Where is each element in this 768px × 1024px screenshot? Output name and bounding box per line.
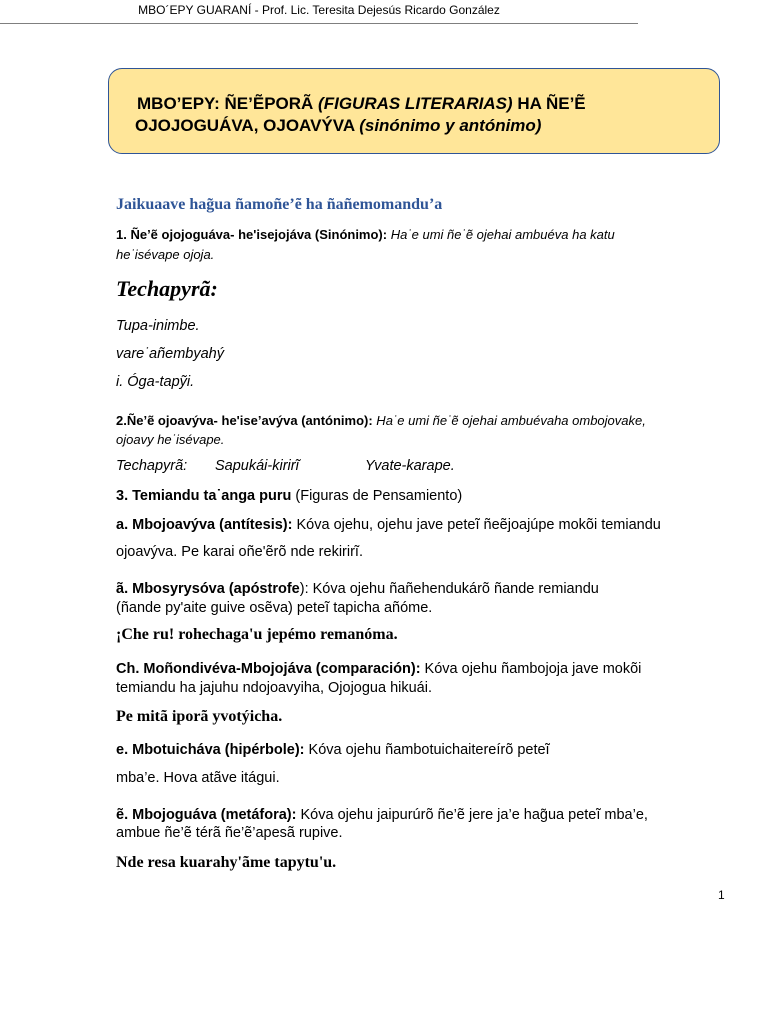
antonimo-example-1: Sapukái-kirirĩ — [215, 458, 299, 474]
apostrofe-line-1 — [116, 579, 599, 599]
page-number: 1 — [718, 888, 725, 902]
sinonimo-label: 1. Ñe’ẽ ojojoguáva- he'isejojáva (Sinónimo): — [116, 227, 388, 242]
metafora-line-1 — [116, 805, 648, 825]
temiandu-label: 3. Temiandu ta˙anga puru — [116, 488, 292, 504]
comparacion-label: Ch. Moñondivéva-Mbojojáva (comparación): — [116, 661, 421, 677]
sinonimo-example-2: vare˙añembyahý — [116, 346, 224, 362]
hiperbole-text: Kóva ojehu ñambotuichaitereírõ peteĩ — [304, 742, 550, 758]
antonimo-label: 2.Ñe’ẽ ojoavýva- he'ise’avýva (antónimo): — [116, 413, 373, 428]
title-part-italic: (sinónimo y antónimo) — [359, 116, 542, 135]
title-part: MBO’EPY: ÑE’ẼPORÃ — [137, 94, 319, 113]
sinonimo-line-2: he˙isévape ojoja. — [116, 247, 215, 262]
title-part: OJOJOGUÁVA, OJOAVÝVA — [135, 116, 360, 135]
antitesis-line-1 — [116, 515, 661, 535]
comparacion-line-1 — [116, 659, 641, 679]
metafora-example: Nde resa kuarahy'ãme tapytu'u. — [116, 854, 337, 871]
temiandu-text: (Figuras de Pensamiento) — [291, 488, 463, 504]
title-line-1 — [137, 94, 586, 114]
metafora-text: Kóva ojehu jaipurúrõ ñe’ẽ jere ja’e hag̃ua peteĩ mba’e, — [296, 807, 648, 823]
title-line-2 — [135, 116, 541, 136]
antitesis-line-2: ojoavýva. Pe karai oñe'ẽrõ nde rekirirĩ. — [116, 544, 363, 560]
techapyra-heading: Techapyrã: — [116, 276, 218, 301]
sinonimo-line-1 — [116, 225, 615, 245]
comparacion-example: Pe mitã iporã yvotýicha. — [116, 708, 283, 725]
metafora-label: ẽ. Mbojoguáva (metáfora): — [116, 807, 297, 823]
antonimo-line-2: ojoavy he˙isévape. — [116, 432, 225, 447]
comparacion-text: Kóva ojehu ñambojoja jave mokõi — [420, 661, 642, 677]
antonimo-example-label: Techapyrã: — [116, 458, 188, 474]
apostrofe-label: ã. Mbosyrysóva (apóstrofe — [116, 581, 300, 597]
hiperbole-label: e. Mbotuicháva (hipérbole): — [116, 742, 305, 758]
comparacion-line-2: temiandu ha jajuhu ndojoavyiha, Ojojogua hikuái. — [116, 680, 432, 696]
sinonimo-example-3: i. Óga-tapỹi. — [116, 374, 195, 390]
sinonimo-example-1: Tupa-inimbe. — [116, 318, 200, 334]
title-box — [108, 68, 720, 154]
hiperbole-line-2: mba’e. Hova atãve itágui. — [116, 770, 280, 786]
sinonimo-text: Ha˙e umi ñe˙ẽ ojehai ambuéva ha katu — [387, 227, 615, 242]
page-header: MBO´EPY GUARANÍ - Prof. Lic. Teresita Dejesús Ricardo González — [0, 0, 638, 24]
antonimo-example-2: Yvate-karape. — [365, 458, 455, 474]
section-title: Jaikuaave hag̃ua ñamoñe’ẽ ha ñañemomandu’a — [116, 196, 443, 213]
apostrofe-text: ): Kóva ojehu ñañehendukárõ ñande remiandu — [299, 581, 599, 597]
temiandu-heading — [116, 486, 462, 506]
antitesis-label: a. Mbojoavýva (antítesis): — [116, 517, 293, 533]
antitesis-text: Kóva ojehu, ojehu jave peteĩ ñeẽjoajúpe mokõi temiandu — [292, 517, 661, 533]
metafora-line-2: ambue ñe’ẽ térã ñe’ẽ’apesã rupive. — [116, 825, 343, 841]
antonimo-line-1 — [116, 411, 646, 431]
title-part: HA ÑE’Ẽ — [512, 94, 586, 113]
title-part-italic: (FIGURAS LITERARIAS) — [318, 94, 513, 113]
antonimo-text: Ha˙e umi ñe˙ẽ ojehai ambuévaha ombojovake, — [372, 413, 646, 428]
hiperbole-line-1 — [116, 740, 550, 760]
apostrofe-example: ¡Che ru! rohechaga'u jepémo remanóma. — [116, 626, 398, 643]
apostrofe-line-2: (ñande py'aite guive osẽva) peteĩ tapicha añóme. — [116, 600, 433, 616]
